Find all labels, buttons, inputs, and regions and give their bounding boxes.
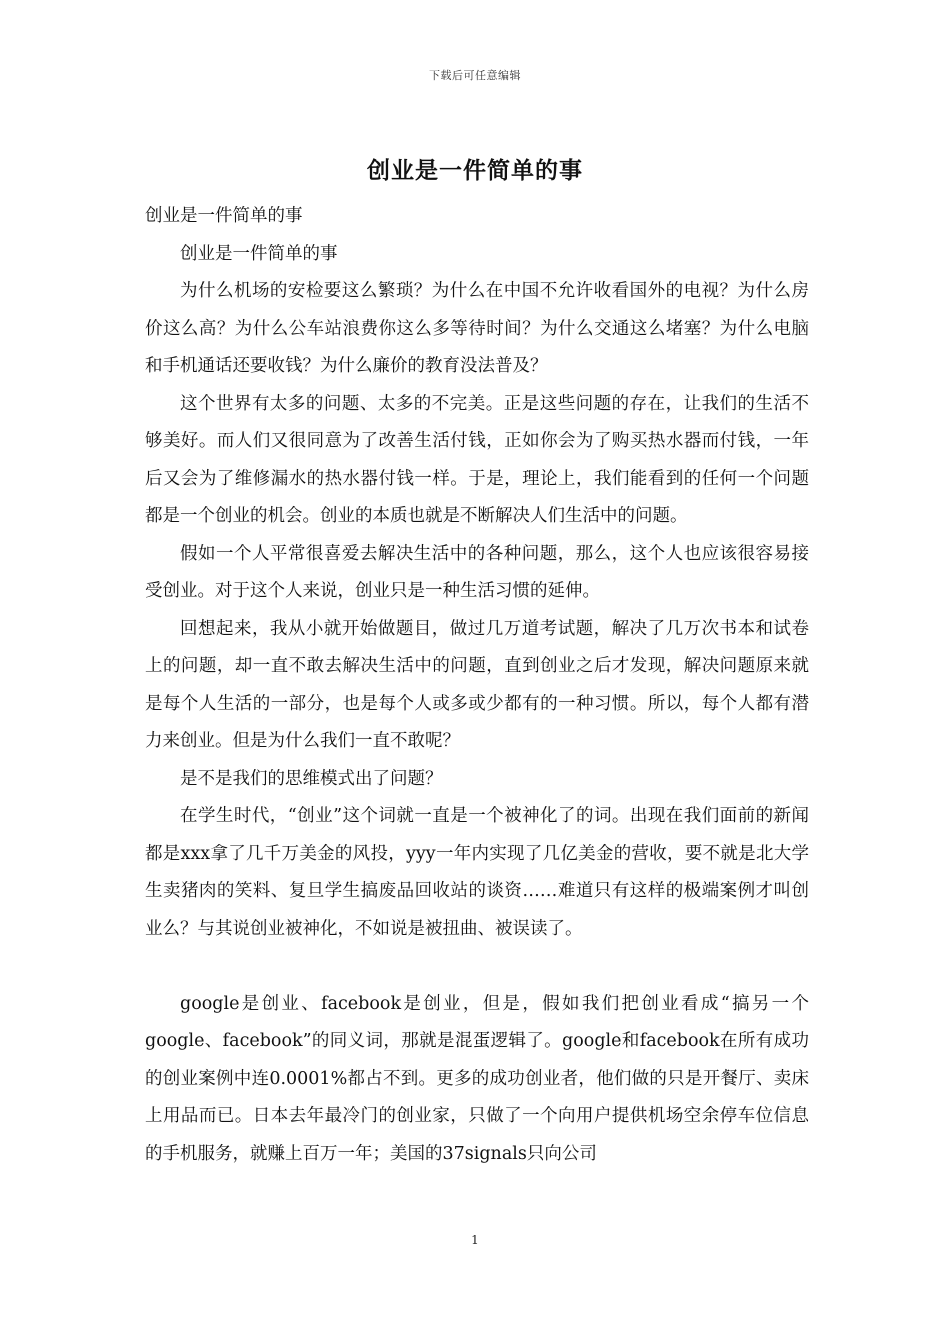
document-title: 创业是一件简单的事 xyxy=(367,157,583,184)
paragraph: 为什么机场的安检要这么繁琐？为什么在中国不允许收看国外的电视？为什么房价这么高？为什么公车站浪费你这么多等待时间？为什么交通这么堵塞？为什么电脑和手机通话还要收钱？为什么廉价的教育没法普及？ xyxy=(145,281,809,376)
paragraph: 这个世界有太多的问题、太多的不完美。正是这些问题的存在，让我们的生活不够美好。而人们又很同意为了改善生活付钱，正如你会为了购买热水器而付钱，一年后又会为了维修漏水的热水器付钱一样。于是，理论上，我们能看到的任何一个问题都是一个创业的机会。创业的本质也就是不断解决人们生活中的问题。 xyxy=(145,393,809,526)
blank-line xyxy=(145,948,809,986)
page-number: 1 xyxy=(471,1233,479,1247)
header-note: 下载后可任意编辑 xyxy=(429,69,521,82)
paragraph: google是创业、facebook是创业，但是，假如我们把创业看成“搞另一个google、facebook”的同义词，那就是混蛋逻辑了。google和facebook在所有成功的创业案例中连0.0001%都占不到。更多的成功创业者，他们做的只是开餐厅、卖床上用品而已。日本去年最冷门的创业家，只做了一个向用户提供机场空余停车位信息的手机服务，就赚上百万一年；美国的37signals只向公司 xyxy=(145,993,809,1164)
paragraph: 在学生时代，“创业”这个词就一直是一个被神化了的词。出现在我们面前的新闻都是xxx拿了几千万美金的风投，yyy一年内实现了几亿美金的营收，要不就是北大学生卖猪肉的笑料、复旦学生搞废品回收站的谈资……难道只有这样的极端案例才叫创业么？与其说创业被神化，不如说是被扭曲、被误读了。 xyxy=(145,806,809,939)
paragraph: 假如一个人平常很喜爱去解决生活中的各种问题，那么，这个人也应该很容易接受创业。对于这个人来说，创业只是一种生活习惯的延伸。 xyxy=(145,543,809,601)
paragraph: 创业是一件简单的事 xyxy=(180,243,338,264)
paragraph: 回想起来，我从小就开始做题目，做过几万道考试题，解决了几万次书本和试卷上的问题，却一直不敢去解决生活中的问题，直到创业之后才发现，解决问题原来就是每个人生活的一部分，也是每个人或多或少都有的一种习惯。所以，每个人都有潜力来创业。但是为什么我们一直不敢呢？ xyxy=(145,618,809,751)
subtitle-line: 创业是一件简单的事 xyxy=(145,206,303,226)
paragraph: 是不是我们的思维模式出了问题？ xyxy=(180,768,443,789)
document-body xyxy=(145,198,809,1173)
